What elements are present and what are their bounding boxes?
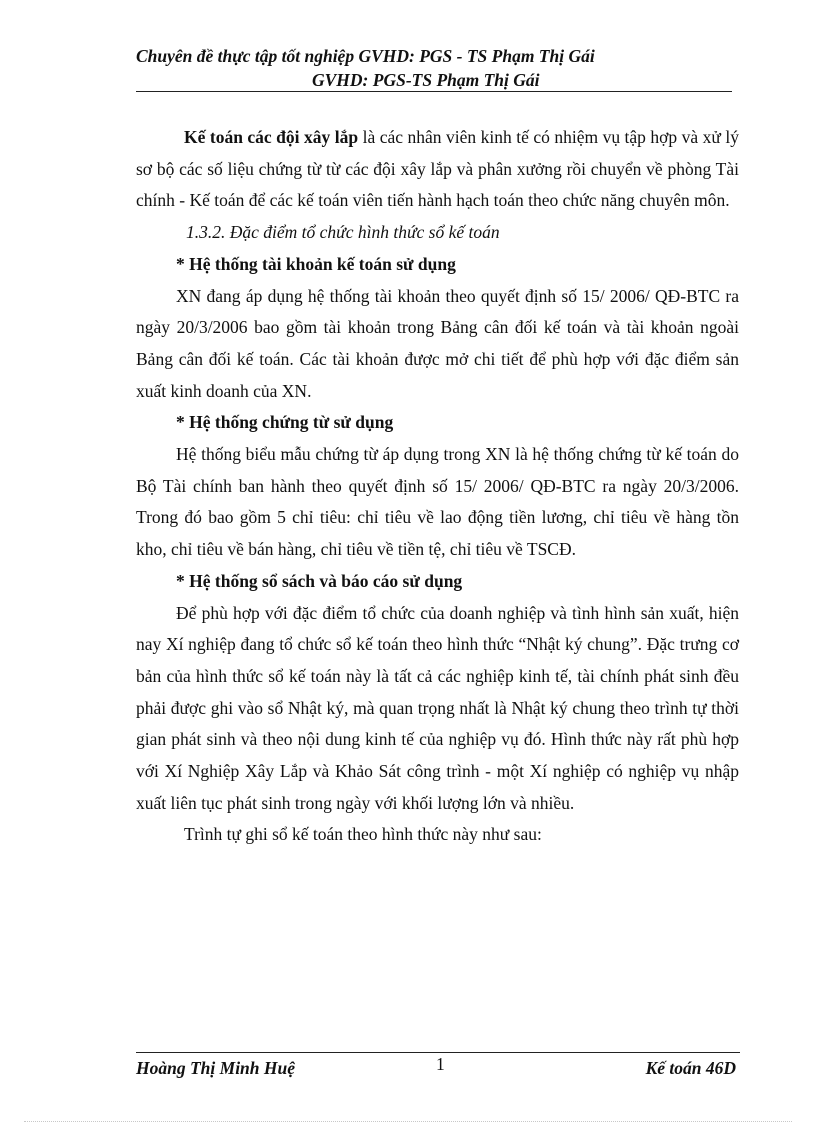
page-header: [136, 44, 732, 92]
paragraph-books-reports: Để phù hợp với đặc điểm tổ chức của doanh nghiệp và tình hình sản xuất, hiện nay Xí nghiệp đang tổ chức sổ kế toán theo hình thức “Nhật ký chung”. Đặc trưng cơ bản của hình thức sổ kế toán này là tất cả các nghiệp kinh tế, tài chính phát sinh đều phải được ghi vào sổ Nhật ký, mà quan trọng nhất là Nhật ký chung theo trình tự thời gian phát sinh và theo nội dung kinh tế của nghiệp vụ đó. Hình thức này rất phù hợp với Xí Nghiệp Xây Lắp và Khảo Sát công trình - một Xí nghiệp có nghiệp vụ nhập xuất liên tục phát sinh trong ngày với khối lượng lớn và nhiều.: [136, 602, 739, 813]
paragraph-lead-term: Kế toán các đội xây lắp: [184, 127, 359, 147]
page-footer: [136, 1054, 740, 1080]
footer-author: Hoàng Thị Minh Huệ: [136, 1058, 296, 1078]
footer-divider: [136, 1052, 740, 1053]
paragraph-text: là các nhân viên kinh tế có nhiệm vụ tập hợp và xử lý sơ bộ các số liệu chứng từ từ các đội xây lắp và phân xưởng rồi chuyển về phòng Tài chính - Kế toán để các kế toán viên tiến hành hạch toán theo chức năng chuyên môn.: [136, 127, 740, 211]
document-body: [136, 122, 739, 851]
header-line-2: GVHD: PGS-TS Phạm Thị Gái: [312, 70, 540, 90]
header-line-1: Chuyên đề thực tập tốt nghiệp GVHD: PGS - TS Phạm Thị Gái: [136, 46, 595, 66]
page-bottom-edge: [24, 1121, 792, 1122]
heading-account-system: * Hệ thống tài khoản kế toán sử dụng: [176, 253, 456, 274]
paragraph-account-system: XN đang áp dụng hệ thống tài khoản theo quyết định số 15/ 2006/ QĐ-BTC ra ngày 20/3/2006 bao gồm tài khoản trong Bảng cân đối kế toán và tài khoản ngoài Bảng cân đối kế toán. Các tài khoản được mở chi tiết để phù hợp với đặc điểm sản xuất kinh doanh của XN.: [136, 285, 739, 401]
page-number: 1: [436, 1054, 445, 1074]
header-divider: [136, 91, 732, 92]
paragraph-voucher-system: Hệ thống biểu mẫu chứng từ áp dụng trong XN là hệ thống chứng từ kế toán do Bộ Tài chính ban hành theo quyết định số 15/ 2006/ QĐ-BTC ra ngày 20/3/2006. Trong đó bao gồm 5 chỉ tiêu: chỉ tiêu về lao động tiền lương, chỉ tiêu về hàng tồn kho, chỉ tiêu về bán hàng, chỉ tiêu về tiền tệ, chỉ tiêu về TSCĐ.: [136, 444, 739, 560]
heading-books-reports: * Hệ thống sổ sách và báo cáo sử dụng: [176, 570, 463, 591]
heading-voucher-system: * Hệ thống chứng từ sử dụng: [176, 412, 394, 433]
paragraph-recording-sequence: Trình tự ghi sổ kế toán theo hình thức này như sau:: [184, 824, 542, 845]
footer-department: Kế toán 46D: [645, 1058, 736, 1078]
paragraph-construction-accountants: [136, 122, 739, 217]
section-title: 1.3.2. Đặc điểm tổ chức hình thức sổ kế toán: [186, 222, 500, 243]
